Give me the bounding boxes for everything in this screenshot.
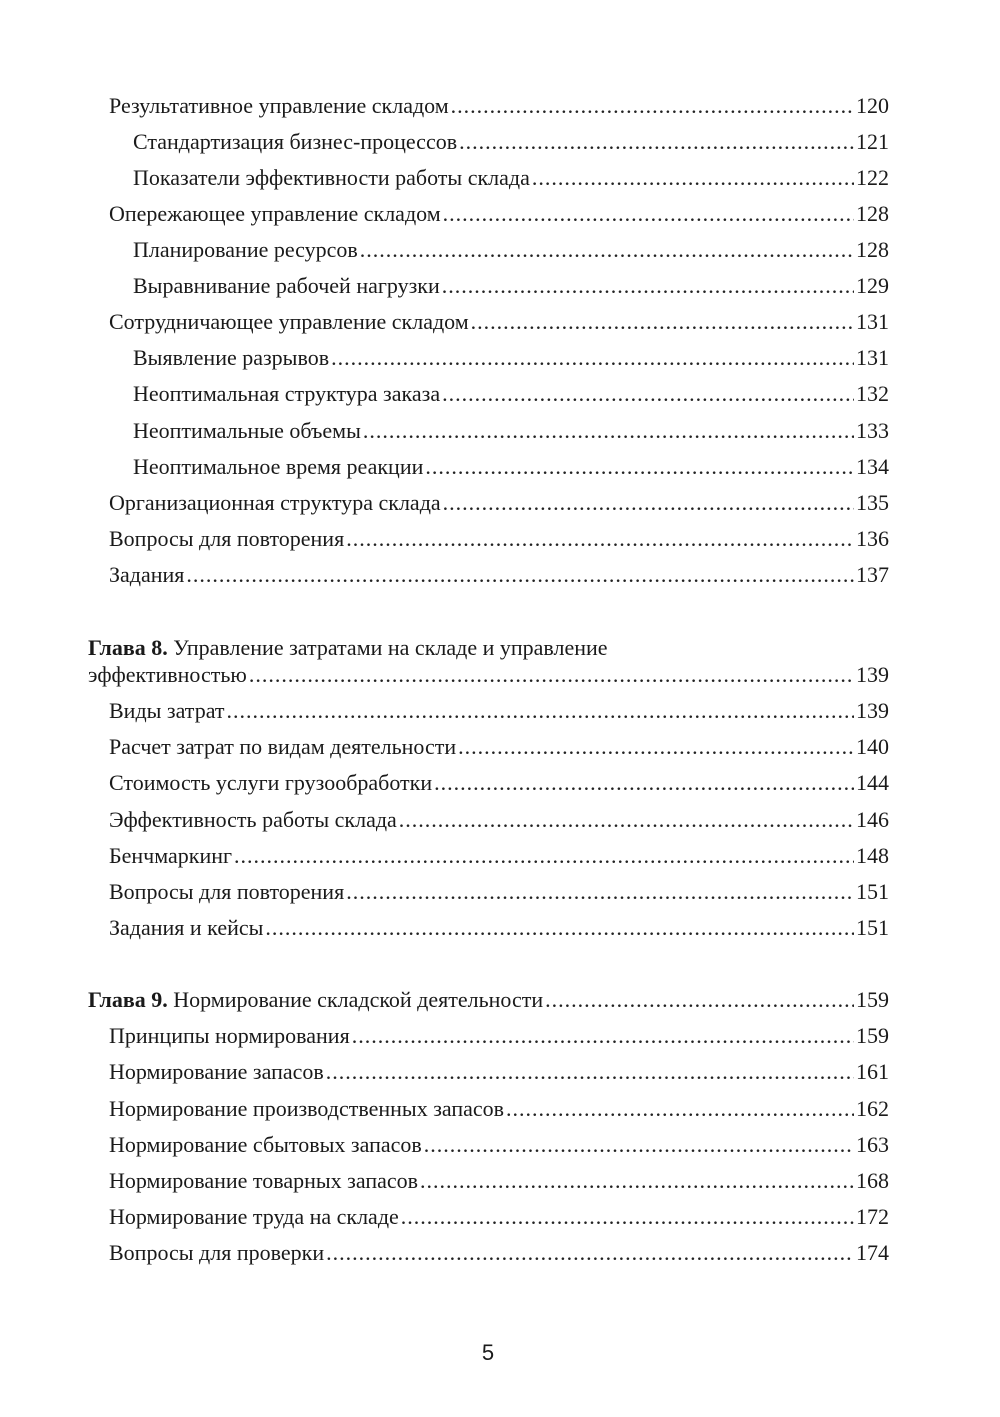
leader-dots [399, 806, 854, 834]
toc-entry [133, 344, 889, 372]
toc-entry-page: 129 [856, 273, 889, 298]
toc-entry-title: Сотрудничающее управление складом [109, 309, 469, 334]
leader-dots [346, 878, 854, 906]
leader-dots [458, 733, 854, 761]
toc-entry [109, 1058, 889, 1086]
toc-entry [109, 878, 889, 906]
toc-entry-page: 151 [856, 915, 889, 940]
leader-dots [360, 236, 854, 264]
toc-entry-page: 133 [856, 418, 889, 443]
toc-entry-page: 163 [856, 1132, 889, 1157]
toc-entry-title: Неоптимальное время реакции [133, 454, 424, 479]
toc-entry-title: Нормирование товарных запасов [109, 1168, 419, 1193]
leader-dots [506, 1095, 854, 1123]
toc-entry [109, 806, 889, 834]
toc-entry [88, 661, 889, 689]
toc-entry [133, 272, 889, 300]
toc-entry-title: Показатели эффективности работы склада [133, 165, 530, 190]
leader-dots [401, 1203, 854, 1231]
toc-entry [133, 453, 889, 481]
leader-dots [227, 697, 855, 725]
leader-dots [363, 417, 854, 445]
toc-entry-title: Нормирование запасов [109, 1059, 324, 1084]
toc-entry [133, 417, 889, 445]
leader-dots [331, 344, 854, 372]
toc-entry-title: Организационная структура склада [109, 490, 441, 515]
chapter-9-title-wrap [88, 986, 543, 1014]
toc-entry [109, 1167, 889, 1195]
toc-entry-title: Планирование ресурсов [133, 237, 358, 262]
toc-entry-title: Нормирование производственных запасов [109, 1096, 505, 1121]
toc-entry-title: Выравнивание рабочей нагрузки [133, 273, 440, 298]
toc-entry [109, 561, 889, 589]
toc-entry-page: 161 [856, 1059, 889, 1084]
toc-entry [109, 1131, 889, 1159]
leader-dots [234, 842, 854, 870]
toc-entry-page: 121 [856, 129, 889, 154]
toc-entry-page: 148 [856, 843, 889, 868]
chapter-8-heading [88, 634, 608, 662]
toc-entry [109, 914, 889, 942]
toc-entry-title: Результативное управление складом [109, 93, 449, 118]
toc-entry-title: Расчет затрат по видам деятельности [109, 734, 457, 759]
leader-dots [532, 164, 854, 192]
toc-entry-title: Бенчмаркинг [109, 843, 233, 868]
leader-dots [420, 1167, 854, 1195]
toc-entry-page: 168 [856, 1168, 889, 1193]
toc-entry-page: 128 [856, 201, 889, 226]
leader-dots [265, 914, 854, 942]
chapter-9-label: Глава 9. [88, 987, 168, 1012]
toc-entry-title: Принципы нормирования [109, 1023, 350, 1048]
toc-entry-page: 122 [856, 165, 889, 190]
toc-entry-page: 134 [856, 454, 889, 479]
toc-entry-title: Вопросы для повторения [109, 879, 345, 904]
leader-dots [326, 1239, 854, 1267]
toc-entry [109, 697, 889, 725]
leader-dots [434, 769, 854, 797]
chapter-8-title: Управление затратами на складе и управление [173, 635, 608, 660]
chapter-9-title: Нормирование складской деятельности [173, 987, 544, 1012]
leader-dots [424, 1131, 854, 1159]
leader-dots [249, 661, 854, 689]
toc-entry [109, 1022, 889, 1050]
leader-dots [352, 1022, 854, 1050]
toc-entry-page: 120 [856, 93, 889, 118]
toc-entry-page: 137 [856, 562, 889, 587]
leader-dots [451, 92, 854, 120]
toc-entry [109, 525, 889, 553]
leader-dots [442, 380, 854, 408]
toc-entry [133, 380, 889, 408]
toc-entry-title: Неоптимальные объемы [133, 418, 361, 443]
leader-dots [442, 272, 854, 300]
toc-entry-title: Стоимость услуги грузообработки [109, 770, 433, 795]
toc-entry [109, 200, 889, 228]
toc-entry-title: Нормирование сбытовых запасов [109, 1132, 422, 1157]
toc-entry [109, 308, 889, 336]
page-number: 5 [481, 1340, 495, 1365]
toc-entry-page: 135 [856, 490, 889, 515]
toc-entry-title: Виды затрат [109, 698, 225, 723]
toc-entry-page: 172 [856, 1204, 889, 1229]
toc-entry [133, 128, 889, 156]
toc-entry [133, 236, 889, 264]
toc-entry-title: Вопросы для повторения [109, 526, 345, 551]
toc-entry-page: 159 [856, 1023, 889, 1048]
toc-entry [109, 733, 889, 761]
toc-entry-title: Эффективность работы склада [109, 807, 397, 832]
chapter-8-title-cont: эффективностью [88, 662, 247, 687]
toc-entry-page: 136 [856, 526, 889, 551]
toc-entry [109, 769, 889, 797]
chapter-9-heading [88, 986, 889, 1014]
leader-dots [471, 308, 854, 336]
toc-entry-page: 174 [856, 1240, 889, 1265]
toc-entry-page: 140 [856, 734, 889, 759]
toc-entry-page: 146 [856, 807, 889, 832]
toc-entry-page: 132 [856, 381, 889, 406]
toc-entry [133, 164, 889, 192]
leader-dots [326, 1058, 854, 1086]
leader-dots [443, 489, 854, 517]
toc-entry [109, 1203, 889, 1231]
leader-dots [443, 200, 854, 228]
toc-entry-title: Нормирование труда на складе [109, 1204, 399, 1229]
toc-entry-title: Задания [109, 562, 185, 587]
toc-entry-page: 162 [856, 1096, 889, 1121]
toc-entry-page: 128 [856, 237, 889, 262]
toc-entry-page: 139 [856, 698, 889, 723]
toc-entry-title: Вопросы для проверки [109, 1240, 325, 1265]
toc-entry [109, 1095, 889, 1123]
leader-dots [346, 525, 854, 553]
toc-entry [109, 842, 889, 870]
chapter-8-page: 139 [856, 662, 889, 687]
toc-entry-page: 131 [856, 309, 889, 334]
leader-dots [545, 986, 854, 1014]
toc-entry [109, 1239, 889, 1267]
toc-entry-title: Неоптимальная структура заказа [133, 381, 441, 406]
leader-dots [459, 128, 854, 156]
toc-entry-page: 151 [856, 879, 889, 904]
toc-entry-title: Опережающее управление складом [109, 201, 441, 226]
chapter-9-page: 159 [856, 987, 889, 1012]
toc-entry-page: 131 [856, 345, 889, 370]
leader-dots [425, 453, 854, 481]
toc-entry [109, 92, 889, 120]
toc-entry-title: Стандартизация бизнес-процессов [133, 129, 458, 154]
toc-entry-title: Задания и кейсы [109, 915, 264, 940]
chapter-8-label: Глава 8. [88, 635, 168, 660]
toc-entry-page: 144 [856, 770, 889, 795]
toc-entry-title: Выявление разрывов [133, 345, 330, 370]
toc-entry [109, 489, 889, 517]
leader-dots [186, 561, 854, 589]
